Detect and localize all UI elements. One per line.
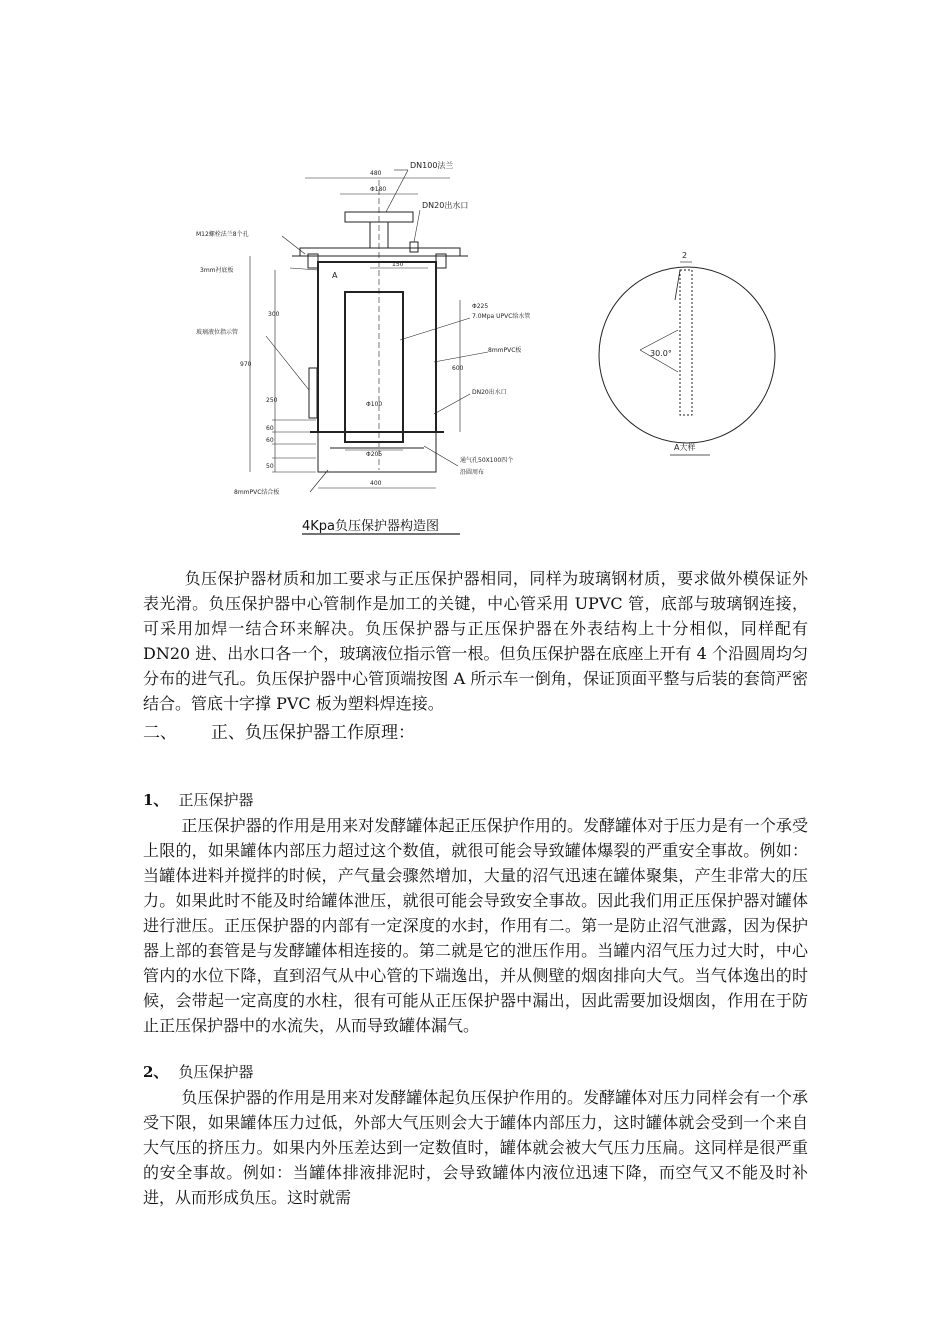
label-vent-holes: 通气孔50X100四个	[460, 457, 514, 464]
subsection-2-heading	[143, 1060, 808, 1085]
paragraph-negative-protector: 负压保护器材质和加工要求与正压保护器相同，同样为玻璃钢材质，要求做外模保证外表光滑。负压保护器中心管制作是加工的关键，中心管采用 UPVC 管，底部与玻璃钢连接，可采用加焊一结合环来解决。负压保护器与正压保护器在外表结构上十分相似，同样配有 DN20 进、出水口各一个，玻璃液位指示管一根。但负压保护器在底座上开有 4 个沿圆周均匀分布的进气孔。负压保护器中心管顶端按图 A 所示车一倒角，保证顶面平整与后装的套筒严密结合。管底十字撑 PVC 板为塑料焊连接。	[143, 569, 808, 713]
dim-150: 150	[392, 261, 404, 268]
detail-dim-2: 2	[682, 251, 688, 260]
subsection-2-text: 负压保护器的作用是用来对发酵罐体起负压保护作用的。发酵罐体对压力同样会有一个承受下限，如果罐体压力过低，外部大气压则会大于罐体内部压力，这时罐体就会受到一个来自大气压的挤压力。如果内外压差达到一定数值时，罐体就会被大气压力压扁。这同样是很严重的安全事故。例如：当罐体排液排泥时，会导致罐体内液位迅速下降，而空气又不能及时补进，从而形成负压。这时就需	[143, 1088, 808, 1207]
intro-paragraph-block	[143, 566, 808, 716]
dim-970: 970	[240, 361, 252, 368]
dim-400: 400	[370, 480, 382, 487]
dim-180: Φ180	[370, 186, 387, 193]
dim-60a: 60	[266, 425, 274, 432]
label-dn100-flange: DN100法兰	[410, 161, 454, 170]
label-phi225: Φ225	[472, 303, 489, 310]
dim-50: 50	[266, 463, 274, 470]
label-vent-holes-2: 沿圆周布	[460, 469, 485, 476]
dim-480: 480	[370, 170, 382, 177]
label-plate-3mm: 3mm衬底板	[200, 267, 234, 274]
center-pipe	[345, 292, 403, 442]
label-level-tube: 玻璃液位指示管	[196, 329, 239, 336]
section-2-number: 二、	[143, 723, 177, 743]
dim-60b: 60	[266, 437, 274, 444]
label-dn20-outlet-side: DN20出水口	[472, 389, 507, 396]
section-2-title: 正、负压保护器工作原理：	[211, 723, 415, 743]
subsection-2-number: 2、	[143, 1063, 169, 1081]
subsection-2	[143, 1060, 808, 1210]
subsection-1-heading	[143, 788, 808, 813]
figure-caption: 4Kpa负压保护器构造图	[302, 519, 440, 534]
subsection-1-title: 正压保护器	[178, 791, 254, 809]
dim-250: 250	[266, 397, 278, 404]
dim-300: 300	[268, 311, 280, 318]
dim-100: Φ100	[366, 401, 383, 408]
label-a-detail: A大样	[674, 443, 696, 452]
label-dn20-outlet-top: DN20出水口	[422, 201, 469, 210]
label-marker-a: A	[332, 271, 338, 280]
detail-angle: 30.0°	[650, 349, 672, 358]
drawing-svg	[170, 150, 810, 550]
section-2-heading	[143, 720, 415, 746]
label-pvc-8mm-bottom: 8mmPVC结合板	[234, 489, 280, 496]
structure-drawing	[170, 150, 810, 550]
dim-600: 600	[452, 365, 464, 372]
subsection-1-number: 1、	[143, 791, 169, 809]
label-m12-bolt: M12螺栓法兰8个孔	[196, 231, 249, 238]
dim-bottom: Φ205	[366, 451, 383, 458]
subsection-1	[143, 788, 808, 1038]
subsection-2-title: 负压保护器	[178, 1063, 254, 1081]
subsection-1-text: 正压保护器的作用是用来对发酵罐体起正压保护作用的。发酵罐体对于压力是有一个承受上限的，如果罐体内部压力超过这个数值，就很可能会导致罐体爆裂的严重安全事故。例如：当罐体进料并搅拌的时候，产气量会骤然增加，大量的沼气迅速在罐体聚集，产生非常大的压力。如果此时不能及时给罐体泄压，就很可能会导致安全事故。因此我们用正压保护器对罐体进行泄压。正压保护器的内部有一定深度的水封，作用有二。第一是防止沼气泄露，因为保护器上部的套管是与发酵罐体相连接的。第二就是它的泄压作用。当罐内沼气压力过大时，中心管内的水位下降，直到沼气从中心管的下端逸出，并从侧壁的烟囱排向大气。当气体逸出的时候，会带起一定高度的水柱，很有可能从正压保护器中漏出，因此需要加设烟囱，作用在于防止正压保护器中的水流失，从而导致罐体漏气。	[143, 816, 808, 1035]
level-tube	[309, 368, 317, 418]
detail-circle	[599, 267, 775, 443]
label-pvc-8mm-top: 8mmPVC板	[488, 347, 522, 354]
label-upvc-pipe: 7.0Mpa UPVC给水管	[472, 313, 531, 320]
